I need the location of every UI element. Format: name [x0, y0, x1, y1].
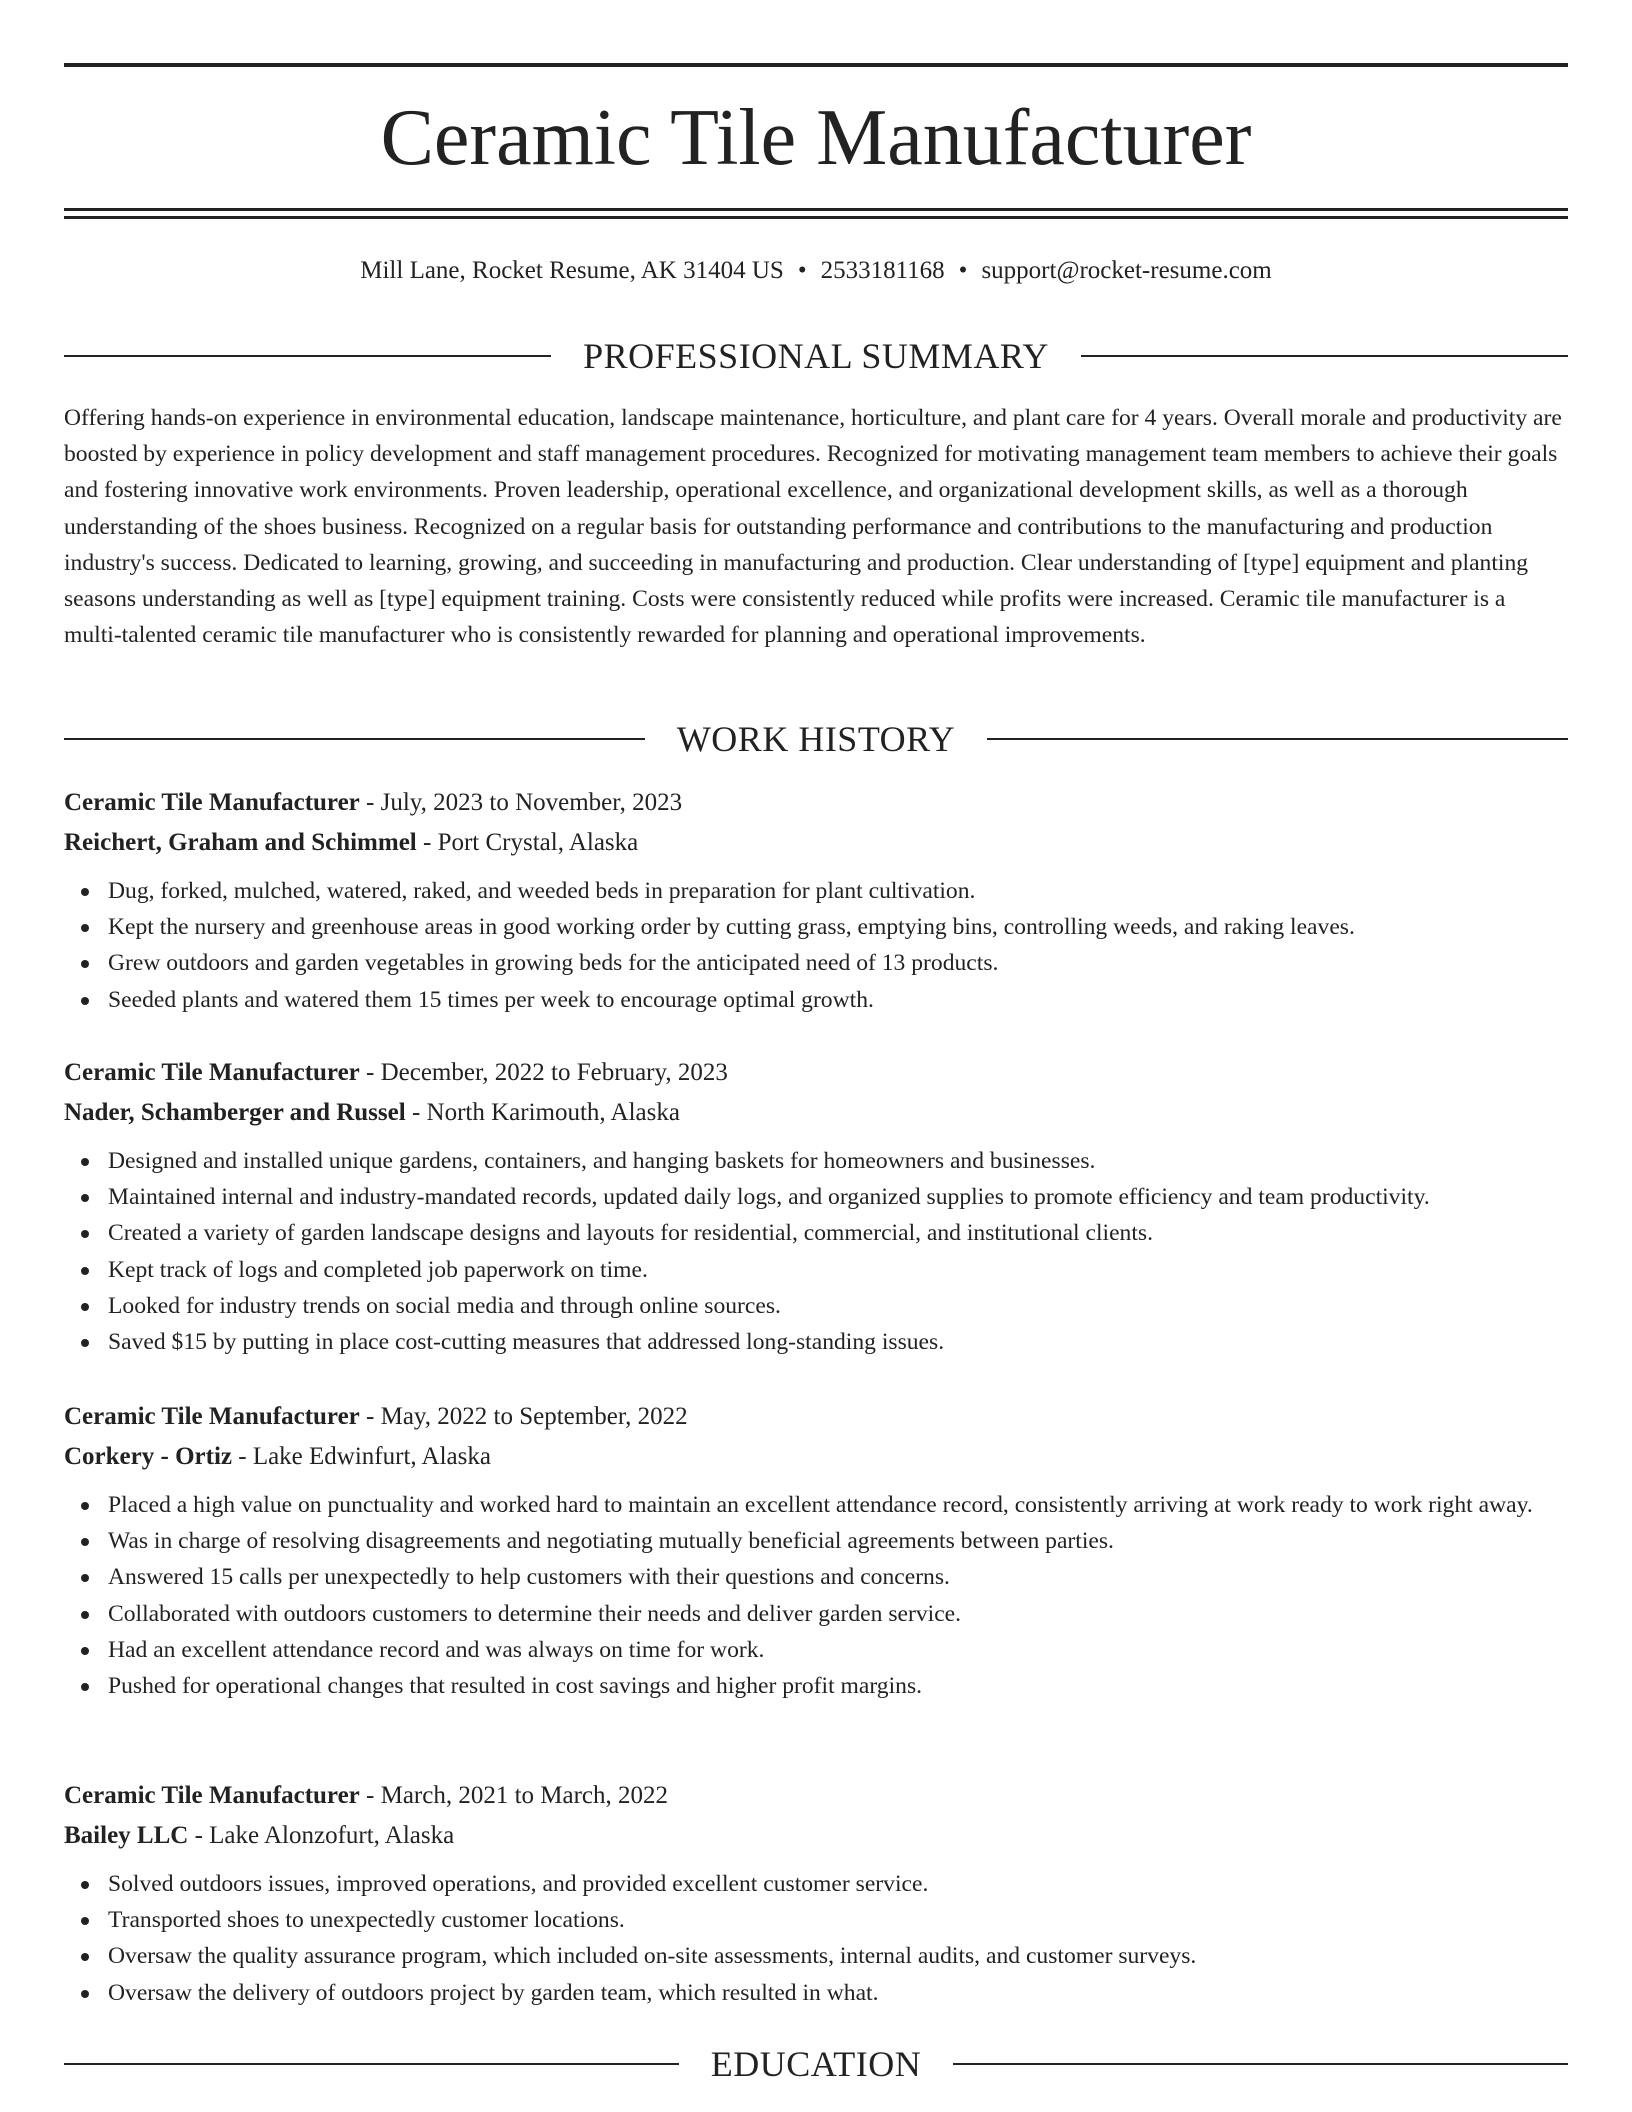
list-item: Collaborated with outdoors customers to determine their needs and deliver garden service.	[64, 1596, 1568, 1632]
section-title: PROFESSIONAL SUMMARY	[583, 336, 1049, 376]
list-item: Dug, forked, mulched, watered, raked, and weeded beds in preparation for plant cultivation.	[64, 873, 1568, 909]
heading-rule-right	[1081, 355, 1568, 357]
job-duties	[64, 1143, 1568, 1360]
job-location: North Karimouth, Alaska	[426, 1099, 680, 1126]
job-company-line: Reichert, Graham and Schimmel - Port Crystal, Alaska	[64, 829, 639, 856]
section-title: WORK HISTORY	[676, 719, 956, 759]
top-divider	[64, 63, 1568, 67]
list-item: Saved $15 by putting in place cost-cutting measures that addressed long-standing issues.	[64, 1324, 1568, 1360]
professional-summary: Offering hands-on experience in environmental education, landscape maintenance, horticulture, and plant care for 4 years. Overall morale and productivity are boosted by experience in policy development and staff management procedures. Recognized for motivating management team members to achieve their goals and fostering innovative work environments. Proven leadership, operational excellence, and organizational development skills, as well as a thorough understanding of the shoes business. Recognized on a regular basis for outstanding performance and contributions to the manufacturing and production industry's success. Dedicated to learning, growing, and succeeding in manufacturing and production. Clear understanding of [type] equipment and planting seasons understanding as well as [type] equipment training. Costs were consistently reduced while profits were increased. Ceramic tile manufacturer is a multi-talented ceramic tile manufacturer who is consistently rewarded for planning and operational improvements.	[64, 405, 1562, 649]
job-duties	[64, 1866, 1568, 2011]
job-company-line: Bailey LLC - Lake Alonzofurt, Alaska	[64, 1822, 455, 1849]
list-item: Pushed for operational changes that resulted in cost savings and higher profit margins.	[64, 1668, 1568, 1704]
job-dates: May, 2022 to September, 2022	[380, 1403, 688, 1430]
list-item: Oversaw the quality assurance program, which included on-site assessments, internal audits, and customer surveys.	[64, 1938, 1568, 1974]
list-item: Grew outdoors and garden vegetables in growing beds for the anticipated need of 13 products.	[64, 945, 1568, 981]
job-duties	[64, 873, 1568, 1018]
job-company-line: Corkery - Ortiz - Lake Edwinfurt, Alaska	[64, 1443, 491, 1470]
section-heading-education	[64, 2041, 1568, 2087]
job-title-line: Ceramic Tile Manufacturer - December, 2022 to February, 2023	[64, 1059, 728, 1086]
candidate-name: Ceramic Tile Manufacturer	[380, 94, 1252, 182]
list-item: Placed a high value on punctuality and worked hard to maintain an excellent attendance record, consistently arriving at work ready to work right away.	[64, 1487, 1568, 1523]
job-entry	[64, 1397, 1568, 1704]
list-item: Looked for industry trends on social media and through online sources.	[64, 1288, 1568, 1324]
heading-rule-right	[987, 738, 1568, 740]
job-title: Ceramic Tile Manufacturer	[64, 1403, 360, 1430]
job-location: Lake Edwinfurt, Alaska	[252, 1443, 491, 1470]
list-item: Kept track of logs and completed job paperwork on time.	[64, 1252, 1568, 1288]
section-heading-summary	[64, 333, 1568, 379]
list-item: Created a variety of garden landscape designs and layouts for residential, commercial, and institutional clients.	[64, 1215, 1568, 1251]
heading-rule-left	[64, 2063, 679, 2065]
job-entry	[64, 1776, 1568, 2011]
job-title-line: Ceramic Tile Manufacturer - March, 2021 to March, 2022	[64, 1782, 669, 1809]
contact-line	[64, 254, 1568, 288]
job-entry	[64, 783, 1568, 1018]
list-item: Solved outdoors issues, improved operations, and provided excellent customer service.	[64, 1866, 1568, 1902]
job-title: Ceramic Tile Manufacturer	[64, 1782, 360, 1809]
job-company: Bailey LLC	[64, 1822, 189, 1849]
job-company: Corkery - Ortiz	[64, 1443, 232, 1470]
job-location: Port Crystal, Alaska	[437, 829, 639, 856]
contact-phone: 2533181168	[820, 257, 945, 284]
bullet-separator: •	[958, 257, 968, 284]
list-item: Oversaw the delivery of outdoors project by garden team, which resulted in what.	[64, 1975, 1568, 2011]
list-item: Maintained internal and industry-mandated records, updated daily logs, and organized supplies to promote efficiency and team productivity.	[64, 1179, 1568, 1215]
job-entry	[64, 1053, 1568, 1360]
job-title-line: Ceramic Tile Manufacturer - May, 2022 to September, 2022	[64, 1403, 688, 1430]
heading-rule-left	[64, 738, 645, 740]
list-item: Transported shoes to unexpectedly customer locations.	[64, 1902, 1568, 1938]
job-company: Reichert, Graham and Schimmel	[64, 829, 417, 856]
list-item: Kept the nursery and greenhouse areas in good working order by cutting grass, emptying bins, controlling weeds, and raking leaves.	[64, 909, 1568, 945]
job-dates: July, 2023 to November, 2023	[380, 789, 683, 816]
list-item: Had an excellent attendance record and was always on time for work.	[64, 1632, 1568, 1668]
contact-address: Mill Lane, Rocket Resume, AK 31404 US	[360, 257, 784, 284]
section-title: EDUCATION	[710, 2044, 922, 2084]
job-title: Ceramic Tile Manufacturer	[64, 789, 360, 816]
job-dates: December, 2022 to February, 2023	[380, 1059, 728, 1086]
header-divider-upper	[64, 208, 1568, 211]
heading-rule-right	[953, 2063, 1568, 2065]
job-location: Lake Alonzofurt, Alaska	[209, 1822, 455, 1849]
job-company-line: Nader, Schamberger and Russel - North Karimouth, Alaska	[64, 1099, 680, 1126]
job-company: Nader, Schamberger and Russel	[64, 1099, 406, 1126]
job-title-line: Ceramic Tile Manufacturer - July, 2023 to November, 2023	[64, 789, 683, 816]
list-item: Seeded plants and watered them 15 times per week to encourage optimal growth.	[64, 982, 1568, 1018]
job-duties	[64, 1487, 1568, 1704]
job-dates: March, 2021 to March, 2022	[380, 1782, 669, 1809]
header-divider-lower	[64, 216, 1568, 219]
job-title: Ceramic Tile Manufacturer	[64, 1059, 360, 1086]
section-heading-work	[64, 716, 1568, 762]
list-item: Designed and installed unique gardens, containers, and hanging baskets for homeowners and businesses.	[64, 1143, 1568, 1179]
contact-email: support@rocket-resume.com	[981, 257, 1272, 284]
list-item: Answered 15 calls per unexpectedly to help customers with their questions and concerns.	[64, 1559, 1568, 1595]
heading-rule-left	[64, 355, 551, 357]
bullet-separator: •	[797, 257, 807, 284]
list-item: Was in charge of resolving disagreements and negotiating mutually beneficial agreements between parties.	[64, 1523, 1568, 1559]
